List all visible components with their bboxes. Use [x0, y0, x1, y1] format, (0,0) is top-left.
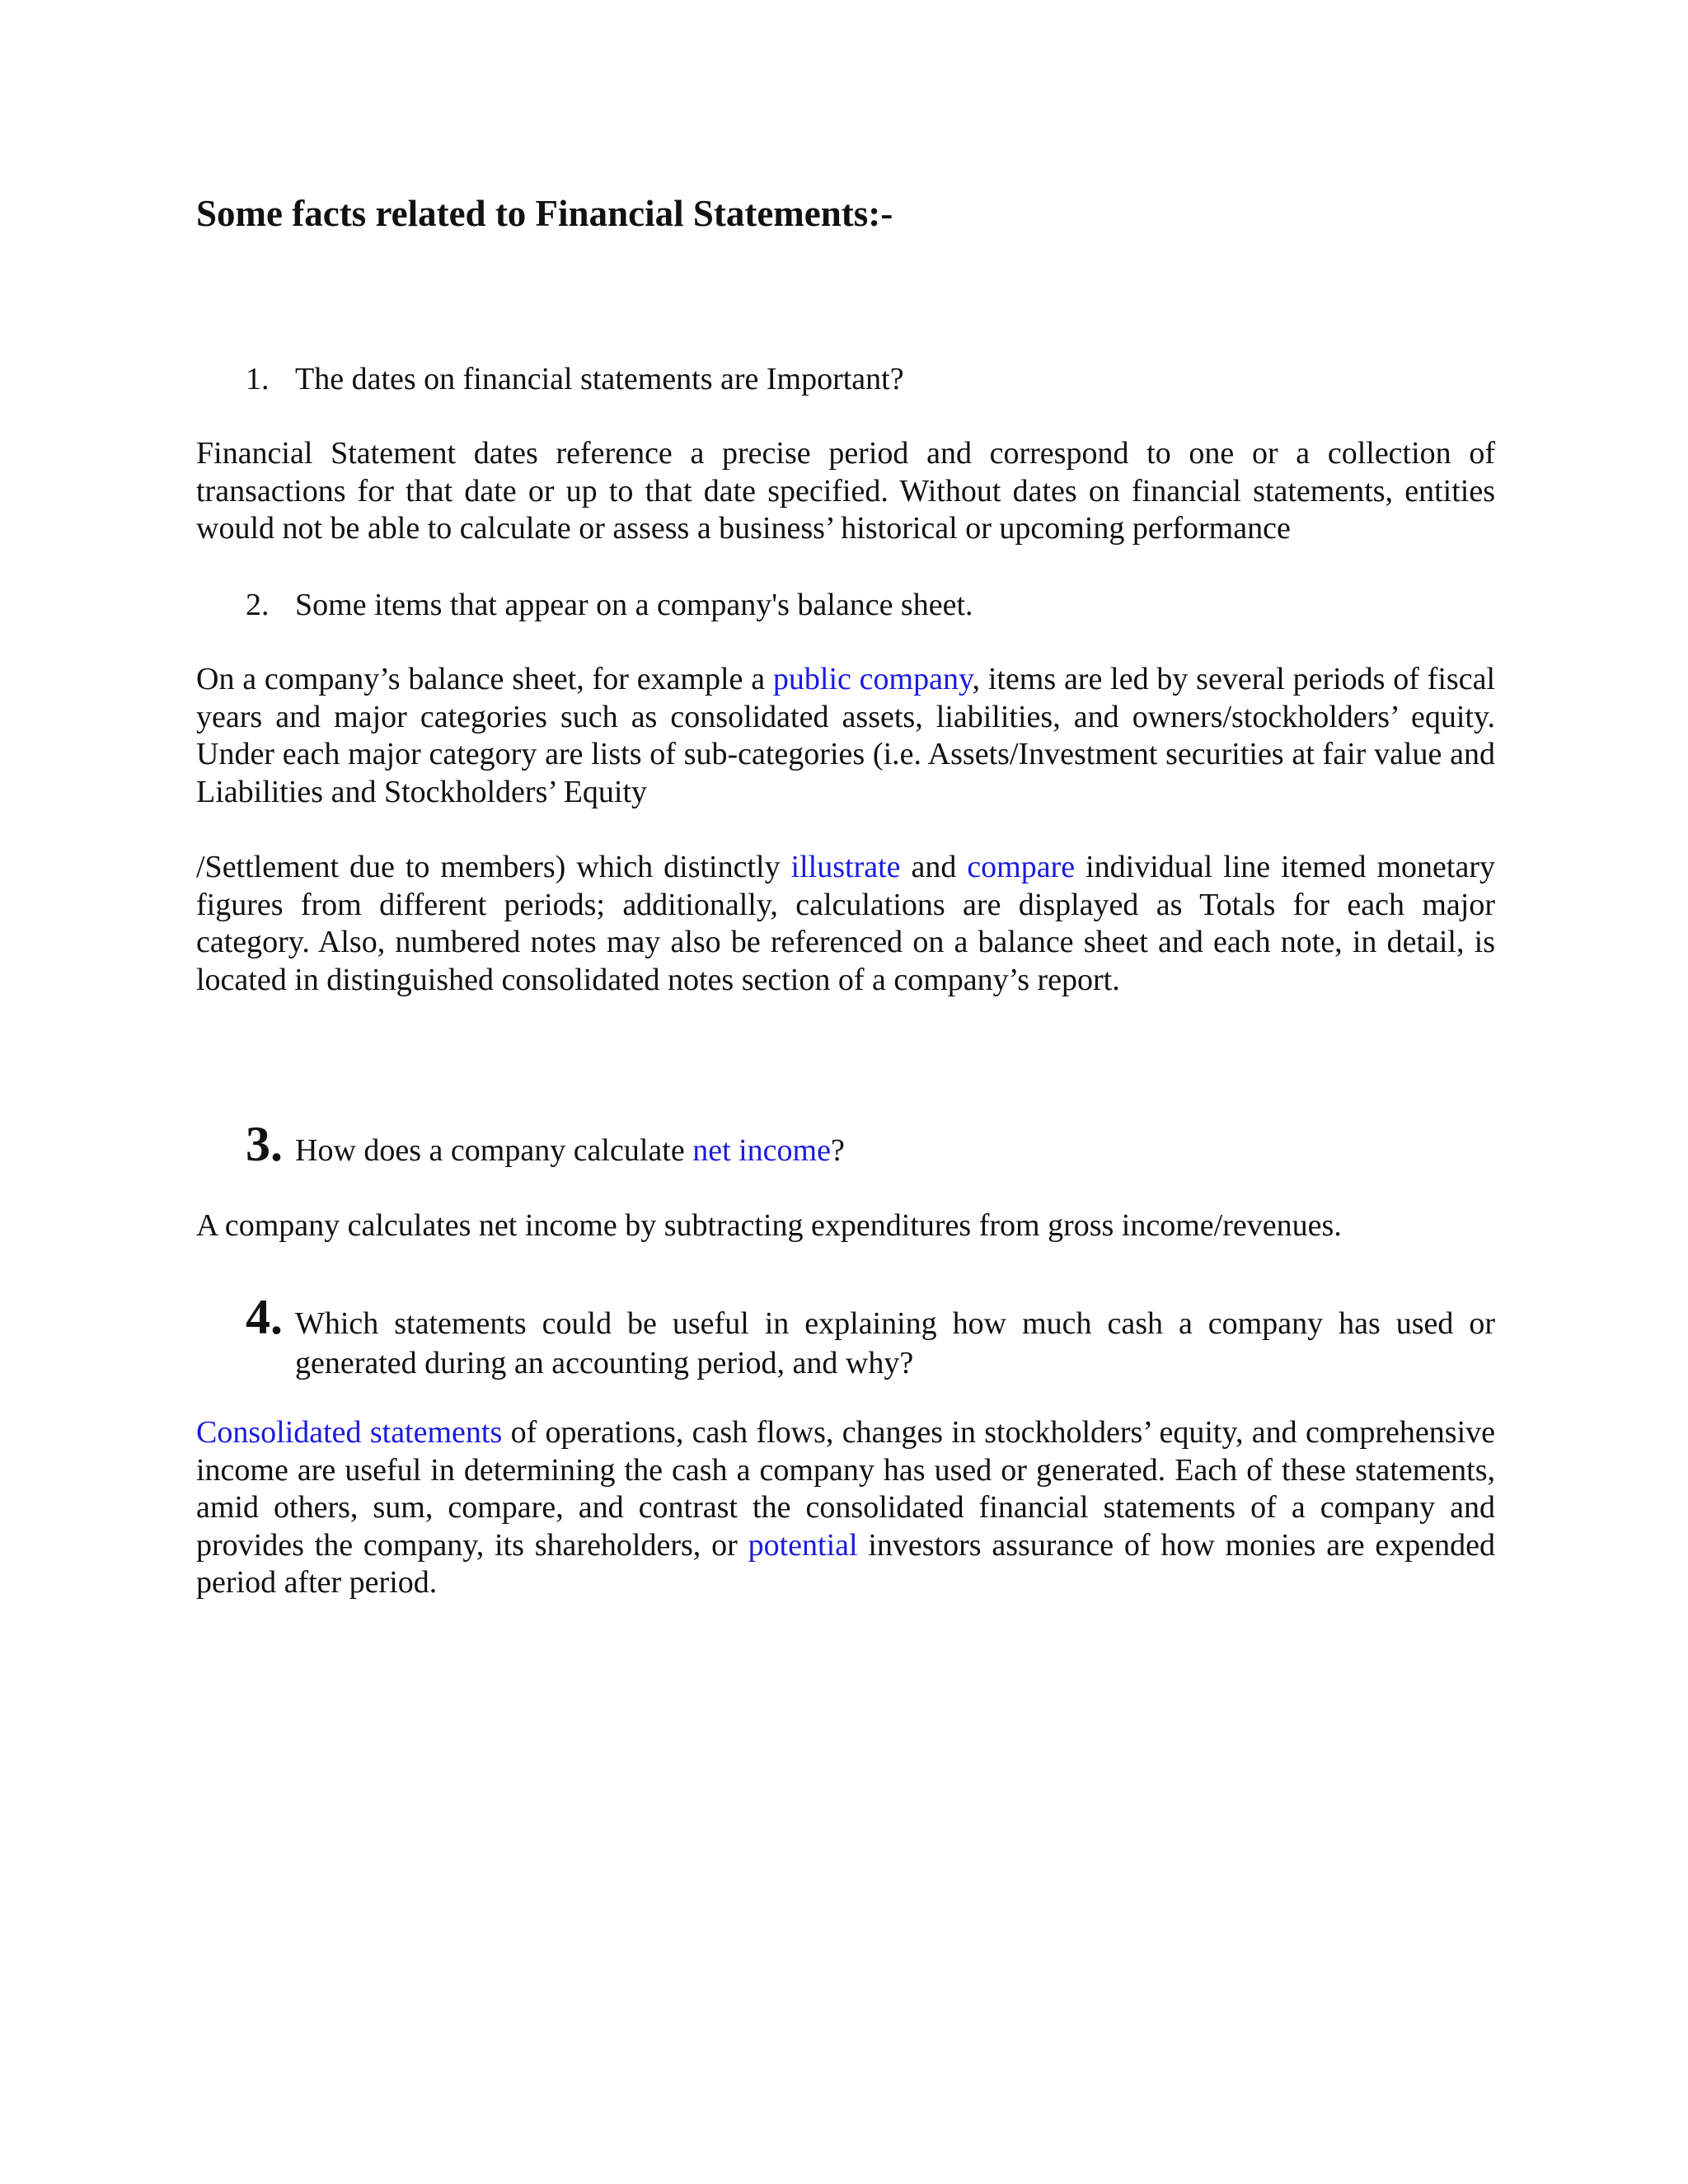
question-2	[246, 585, 1495, 625]
answer-4-text-1: of operations, cash flows, changes in stockholders’ equity, and comprehensive income are useful in determining the cash a company has used or generated. Each of these statements, amid others, sum, compare, and contrast the consolidated financial statements of a company and provides the company, its shareholders, or	[196, 1415, 1495, 1563]
question-4-number: 4.	[246, 1290, 283, 1344]
question-1-text: The dates on financial statements are Important?	[295, 362, 904, 396]
net-income-link[interactable]: net income	[692, 1133, 831, 1168]
answer-3: A company calculates net income by subtracting expenditures from gross income/revenues.	[196, 1208, 1342, 1243]
question-3-text-after: ?	[830, 1133, 845, 1168]
answer-2b-text-3: individual line itemed monetary figures from different periods; additionally, calculations are displayed as Totals for each major category. Also, numbered notes may also be referenced on a balance sheet and each note, in detail, is located in distinguished consolidated notes section of a company’s report.	[196, 850, 1495, 997]
question-2-text: Some items that appear on a company's balance sheet.	[295, 588, 973, 622]
answer-2-text-2: , items are led by several periods of fiscal years and major categories such as consolidated assets, liabilities, and owners/stockholders’ equity. Under each major category are lists of sub-categories (i.e. Assets/Investment securities at fair value and Liabilities and Stockholders’ Equity	[196, 662, 1496, 809]
question-1	[246, 359, 1495, 399]
illustrate-link[interactable]: illustrate	[790, 850, 901, 884]
question-4	[246, 1290, 1495, 1383]
question-2-number: 2.	[246, 588, 270, 622]
question-3-text	[295, 1131, 1495, 1170]
potential-link[interactable]: potential	[748, 1527, 858, 1563]
question-4-text: Which statements could be useful in explaining how much cash a company has used or generated during an accounting period, and why?	[295, 1306, 1495, 1380]
answer-2b-text-1: /Settlement due to members) which distinctly	[196, 850, 791, 884]
answer-2	[196, 661, 1495, 811]
public-company-link[interactable]: public company	[772, 662, 973, 696]
consolidated-statements-link[interactable]: Consolidated statements	[196, 1415, 503, 1450]
question-3-number: 3.	[246, 1117, 283, 1171]
question-3-text-before: How does a company calculate	[295, 1133, 693, 1168]
answer-2-text-1: On a company’s balance sheet, for example a	[196, 662, 773, 696]
question-3	[246, 1117, 1495, 1171]
document-title: Some facts related to Financial Statements:-	[196, 193, 893, 234]
compare-link[interactable]: compare	[967, 850, 1076, 884]
answer-4-text-2: investors assurance of how monies are expended period after period.	[196, 1527, 1496, 1600]
question-1-number: 1.	[246, 362, 270, 396]
answer-4	[196, 1414, 1495, 1602]
answer-2-continued	[196, 849, 1495, 999]
answer-2b-text-2: and	[900, 850, 968, 884]
answer-1: Financial Statement dates reference a precise period and correspond to one or a collection of transactions for that date or up to that date specified. Without dates on financial statements, entities would not be able to calculate or assess a business’ historical or upcoming performance	[196, 436, 1495, 546]
